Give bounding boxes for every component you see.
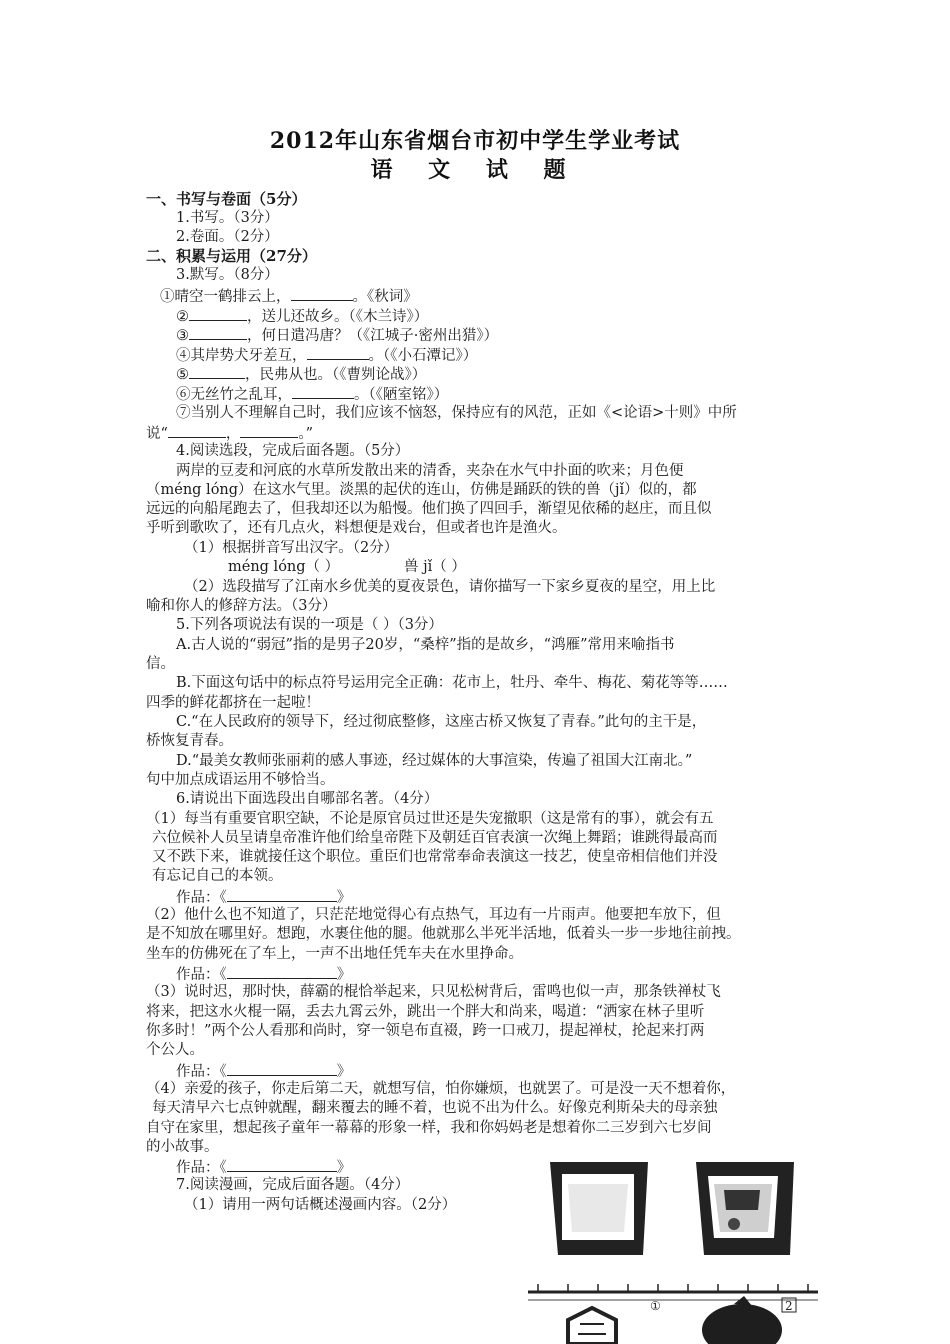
q4-passage-line: 乎听到歌吹了，还有几点火，料想便是戏台，但或者也许是渔火。 [146, 520, 567, 536]
q6-work2: 作品：《 》 [176, 964, 351, 985]
q7-prompt: 7.阅读漫画，完成后面各题。（4分） [176, 1177, 410, 1193]
q3-item5: ⑤ ，民弗从也。（《曹刿论战》） [176, 364, 426, 385]
q3-item3: ③ ，何日遣冯唐？（《江城子·密州出猎》） [176, 325, 498, 346]
q6-passage3-line: 将来，把这水火棍一隔，丢去九霄云外，跳出一个胖大和尚来，喝道：“洒家在林子里听 [146, 1004, 705, 1020]
panel1-label: ① [650, 1299, 661, 1313]
answer-blank[interactable] [227, 1157, 337, 1172]
q6-passage3-line: （3）说时迟，那时快，薛霸的棍恰举起来，只见松树背后，雷鸣也似一声，那条铁禅杖飞 [146, 984, 721, 1000]
q4-passage-line: 两岸的豆麦和河底的水草所发散出来的清香，夹杂在水气中扑面的吹来；月色便 [176, 463, 684, 479]
answer-blank[interactable] [189, 325, 247, 340]
q5-prompt: 5.下列各项说法有误的一项是（ ）（3分） [176, 617, 443, 633]
q6-passage2-line: 坐车的仿佛死在了车上，一声不出地任凭车夫在水里挣命。 [146, 946, 523, 962]
exam-title: 2012年山东省烟台市初中学生学业考试 [269, 128, 681, 154]
q6-passage4-line: 每天清早六七点钟就醒，翻来覆去的睡不着，也说不出为什么。好像克利斯朵夫的母亲独 [152, 1100, 718, 1116]
answer-blank[interactable] [189, 306, 247, 321]
q6-passage4-line: 的小故事。 [146, 1139, 219, 1155]
q5-option-d-cont: 句中加点成语运用不够恰当。 [146, 772, 335, 788]
q6-passage2-line: （2）他什么也不知道了，只茫茫地觉得心有点热气，耳边有一片雨声。他要把车放下，但 [146, 907, 721, 923]
q6-work4: 作品：《 》 [176, 1157, 351, 1178]
exam-subtitle: 语 文 试 题 [370, 157, 580, 183]
q5-option-d: D.“最美女教师张丽莉的感人事迹，经过媒体的大事渲染，传遍了祖国大江南北。” [176, 753, 693, 769]
q3-prompt: 3.默写。（8分） [176, 267, 279, 283]
section1-heading: 一、书写与卷面（5分） [146, 190, 307, 208]
q3-item2: ② ，送儿还故乡。（《木兰诗》） [176, 306, 428, 327]
q4-sub1: （1）根据拼音写出汉字。（2分） [184, 540, 399, 556]
answer-blank[interactable] [291, 286, 353, 301]
q5-option-b-cont: 四季的鲜花都挤在一起啦！ [146, 695, 320, 711]
q6-passage3-line: 你多时！”两个公人看那和尚时，穿一领皂布直裰，跨一口戒刀，提起禅杖，抡起来打两 [146, 1023, 705, 1039]
q3-item1: ①晴空一鹤排云上， 。《秋词》 [160, 286, 418, 307]
q6-prompt: 6.请说出下面选段出自哪部名著。（4分） [176, 791, 439, 807]
q4-sub2-line2: 喻和你人的修辞方法。（3分） [146, 598, 337, 614]
q6-passage1-line: 六位候补人员呈请皇帝准许他们给皇帝陛下及朝廷百官表演一次绳上舞蹈；谁跳得最高而 [152, 830, 718, 846]
q5-option-c: C.“在人民政府的领导下，经过彻底整修，这座古桥又恢复了青春。”此句的主干是， [176, 714, 707, 730]
q4-sub2-line1: （2）选段描写了江南水乡优美的夏夜景色，请你描写一下家乡夏夜的星空，用上比 [184, 579, 716, 595]
answer-blank[interactable] [307, 345, 369, 360]
q3-item7-line1: ⑦当别人不理解自己时，我们应该不恼怒，保持应有的风范，正如《<论语>十则》中所 [176, 405, 737, 421]
q6-passage1-line: 又不跌下来，谁就接任这个职位。重臣们也常常奉命表演这一技艺，使皇帝相信他们并没 [152, 849, 718, 865]
q6-passage4-line: （4）亲爱的孩子，你走后第二天，就想写信，怕你嫌烦，也就罢了。可是没一天不想着你， [146, 1081, 736, 1097]
q6-passage3-line: 个公人。 [146, 1042, 204, 1058]
q4-pinyin-a: méng lóng（ ） [228, 559, 340, 575]
answer-blank[interactable] [227, 1061, 337, 1076]
q4-passage-line: 远远的向船尾跑去了，但我却还以为船慢。他们换了四回手，渐望见依稀的赵庄，而且似 [146, 501, 712, 517]
q6-passage4-line: 自守在家里，想起孩子童年一幕幕的形象一样，我和你妈妈老是想着你二三岁到六七岁间 [146, 1120, 712, 1136]
q3-item7-line2: 说“ ， 。” [146, 423, 313, 444]
q3-item6: ⑥无丝竹之乱耳， 。（《陋室铭》） [176, 384, 448, 405]
q5-option-a-cont: 信。 [146, 656, 175, 672]
q5-option-c-cont: 桥恢复青春。 [146, 733, 233, 749]
comic-illustration [528, 1160, 818, 1344]
answer-blank[interactable] [292, 384, 354, 399]
answer-blank[interactable] [240, 423, 298, 438]
answer-blank[interactable] [227, 887, 337, 902]
answer-blank[interactable] [227, 964, 337, 979]
q2-text: 2.卷面。（2分） [176, 229, 279, 245]
q7-sub1: （1）请用一两句话概述漫画内容。（2分） [184, 1197, 457, 1213]
q1-text: 1.书写。（3分） [176, 210, 279, 226]
panel2-label: 2 [785, 1299, 793, 1313]
q4-prompt: 4.阅读选段，完成后面各题。（5分） [176, 443, 410, 459]
q3-item4: ④其岸势犬牙差互， 。（《小石潭记》） [176, 345, 477, 366]
q6-work1: 作品：《 》 [176, 887, 351, 908]
q5-option-b: B.下面这句话中的标点符号运用完全正确：花市上，牡丹、牵牛、梅花、菊花等等…… [176, 675, 728, 691]
q6-passage2-line: 是不知放在哪里好。想跑，水裹住他的腿。他就那么半死半活地，低着头一步一步地往前拽。 [146, 926, 741, 942]
section2-heading: 二、积累与运用（27分） [146, 247, 317, 265]
q5-option-a: A.古人说的“弱冠”指的是男子20岁，“桑梓”指的是故乡，“鸿雁”常用来喻指书 [176, 637, 675, 653]
q4-passage-line: （méng lóng）在这水气里。淡黑的起伏的连山，仿佛是踊跃的铁的兽（jǐ）似的，都 [146, 482, 697, 498]
answer-blank[interactable] [168, 423, 226, 438]
q6-passage1-line: （1）每当有重要官职空缺，不论是原官员过世还是失宠撤职（这是常有的事），就会有五 [146, 811, 714, 827]
q6-work3: 作品：《 》 [176, 1061, 351, 1082]
q4-pinyin-b: 兽 jǐ（ ） [404, 559, 466, 575]
q6-passage1-line: 有忘记自己的本领。 [152, 868, 283, 884]
answer-blank[interactable] [189, 364, 245, 379]
